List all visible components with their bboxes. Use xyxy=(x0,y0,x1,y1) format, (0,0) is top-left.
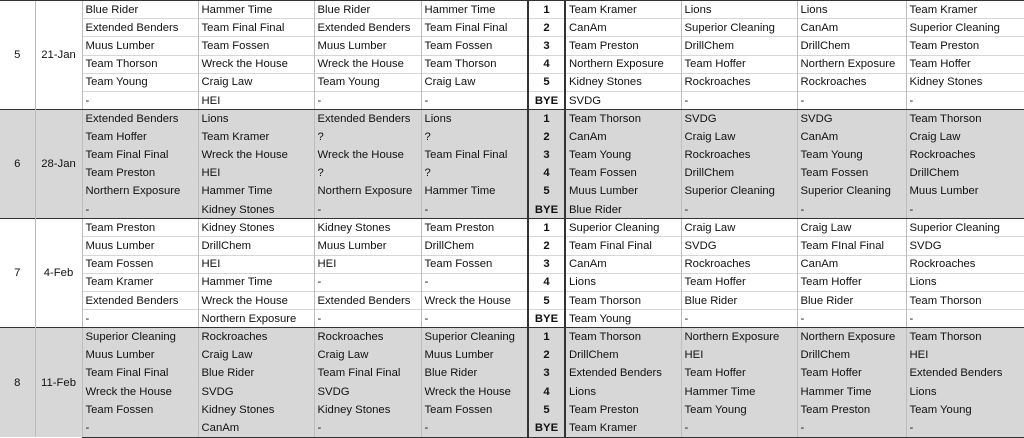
team-g-cell[interactable]: Team Hoffer xyxy=(797,364,906,382)
team-d-cell[interactable]: Muus Lumber xyxy=(421,346,528,364)
team-b-cell[interactable]: Lions xyxy=(198,110,314,128)
team-e-cell[interactable]: Team Preston xyxy=(565,401,681,419)
team-c-cell[interactable]: Northern Exposure xyxy=(314,182,421,200)
team-d-cell[interactable]: - xyxy=(421,419,528,437)
team-e-cell[interactable]: Team Thorson xyxy=(565,292,681,310)
schedule-row xyxy=(0,237,1024,255)
team-a-cell[interactable]: - xyxy=(82,419,198,437)
team-e-cell[interactable]: DrillChem xyxy=(565,346,681,364)
team-g-cell[interactable]: - xyxy=(797,201,906,219)
team-a-cell[interactable]: Muus Lumber xyxy=(82,346,198,364)
team-h-cell[interactable]: Team Thorson xyxy=(906,328,1024,346)
team-h-cell[interactable]: Team Thorson xyxy=(906,110,1024,128)
team-g-cell[interactable]: CanAm xyxy=(797,255,906,273)
team-f-cell[interactable]: - xyxy=(681,91,797,109)
team-h-cell[interactable]: DrillChem xyxy=(906,164,1024,182)
team-e-cell[interactable]: Team Kramer xyxy=(565,1,681,19)
week-number-cell[interactable]: 5 xyxy=(0,1,35,110)
team-g-cell[interactable]: Blue Rider xyxy=(797,292,906,310)
team-e-cell[interactable]: Team Young xyxy=(565,310,681,328)
schedule-row xyxy=(0,310,1024,328)
team-f-cell[interactable]: Blue Rider xyxy=(681,292,797,310)
team-a-cell[interactable]: Team Final Final xyxy=(82,146,198,164)
team-g-cell[interactable]: Lions xyxy=(797,1,906,19)
week-date-cell[interactable]: 21-Jan xyxy=(35,1,82,110)
team-f-cell[interactable]: Rockroaches xyxy=(681,146,797,164)
team-c-cell[interactable]: Rockroaches xyxy=(314,328,421,346)
schedule-row xyxy=(0,292,1024,310)
week-date-cell[interactable]: 28-Jan xyxy=(35,110,82,219)
team-b-cell[interactable]: Craig Law xyxy=(198,73,314,91)
team-f-cell[interactable]: Team Young xyxy=(681,401,797,419)
team-e-cell[interactable]: Team Preston xyxy=(565,37,681,55)
team-h-cell[interactable]: Team Hoffer xyxy=(906,55,1024,73)
team-f-cell[interactable]: Northern Exposure xyxy=(681,328,797,346)
team-d-cell[interactable]: Wreck the House xyxy=(421,292,528,310)
team-g-cell[interactable]: Superior Cleaning xyxy=(797,182,906,200)
team-b-cell[interactable]: Team Fossen xyxy=(198,37,314,55)
team-d-cell[interactable]: Team Fossen xyxy=(421,37,528,55)
team-b-cell[interactable]: SVDG xyxy=(198,382,314,400)
team-h-cell[interactable]: - xyxy=(906,310,1024,328)
team-b-cell[interactable]: Craig Law xyxy=(198,346,314,364)
team-g-cell[interactable]: - xyxy=(797,419,906,437)
team-c-cell[interactable]: Craig Law xyxy=(314,346,421,364)
team-b-cell[interactable]: HEI xyxy=(198,91,314,109)
team-a-cell[interactable]: Superior Cleaning xyxy=(82,328,198,346)
team-a-cell[interactable]: Wreck the House xyxy=(82,382,198,400)
team-h-cell[interactable]: HEI xyxy=(906,346,1024,364)
team-h-cell[interactable]: - xyxy=(906,201,1024,219)
team-e-cell[interactable]: CanAm xyxy=(565,255,681,273)
schedule-row xyxy=(0,382,1024,400)
slot-number-cell[interactable]: 5 xyxy=(528,73,565,91)
slot-number-cell[interactable]: 4 xyxy=(528,164,565,182)
team-c-cell[interactable]: Wreck the House xyxy=(314,55,421,73)
team-b-cell[interactable]: Kidney Stones xyxy=(198,201,314,219)
team-b-cell[interactable]: Wreck the House xyxy=(198,292,314,310)
team-h-cell[interactable]: Extended Benders xyxy=(906,364,1024,382)
team-h-cell[interactable]: Rockroaches xyxy=(906,146,1024,164)
team-e-cell[interactable]: Team Final Final xyxy=(565,237,681,255)
team-e-cell[interactable]: CanAm xyxy=(565,19,681,37)
team-f-cell[interactable]: Rockroaches xyxy=(681,73,797,91)
team-c-cell[interactable]: SVDG xyxy=(314,382,421,400)
team-a-cell[interactable]: - xyxy=(82,201,198,219)
team-c-cell[interactable]: ? xyxy=(314,128,421,146)
team-g-cell[interactable]: Northern Exposure xyxy=(797,55,906,73)
team-h-cell[interactable]: Team Thorson xyxy=(906,292,1024,310)
team-d-cell[interactable]: Team Preston xyxy=(421,219,528,237)
slot-number-cell[interactable]: BYE xyxy=(528,91,565,109)
team-c-cell[interactable]: Extended Benders xyxy=(314,110,421,128)
team-g-cell[interactable]: Northern Exposure xyxy=(797,328,906,346)
team-g-cell[interactable]: Team Fossen xyxy=(797,164,906,182)
team-b-cell[interactable]: Wreck the House xyxy=(198,146,314,164)
schedule-row xyxy=(0,201,1024,219)
schedule-row xyxy=(0,37,1024,55)
slot-number-cell[interactable]: BYE xyxy=(528,310,565,328)
team-f-cell[interactable]: Craig Law xyxy=(681,219,797,237)
team-b-cell[interactable]: Rockroaches xyxy=(198,328,314,346)
team-a-cell[interactable]: Team Fossen xyxy=(82,255,198,273)
team-a-cell[interactable]: Team Preston xyxy=(82,219,198,237)
slot-number-cell[interactable]: 3 xyxy=(528,364,565,382)
team-c-cell[interactable]: - xyxy=(314,419,421,437)
team-e-cell[interactable]: Team Thorson xyxy=(565,328,681,346)
team-f-cell[interactable]: Team Hoffer xyxy=(681,55,797,73)
team-g-cell[interactable]: Team Preston xyxy=(797,401,906,419)
slot-number-cell[interactable]: BYE xyxy=(528,201,565,219)
team-g-cell[interactable]: DrillChem xyxy=(797,346,906,364)
team-d-cell[interactable]: Hammer Time xyxy=(421,182,528,200)
team-a-cell[interactable]: Extended Benders xyxy=(82,292,198,310)
team-e-cell[interactable]: Lions xyxy=(565,382,681,400)
team-h-cell[interactable]: Superior Cleaning xyxy=(906,219,1024,237)
team-d-cell[interactable]: Superior Cleaning xyxy=(421,328,528,346)
schedule-row xyxy=(0,364,1024,382)
team-f-cell[interactable]: Rockroaches xyxy=(681,255,797,273)
team-e-cell[interactable]: Team Young xyxy=(565,146,681,164)
team-d-cell[interactable]: Team Fossen xyxy=(421,255,528,273)
team-d-cell[interactable]: Team Final Final xyxy=(421,19,528,37)
team-a-cell[interactable]: Blue Rider xyxy=(82,1,198,19)
team-b-cell[interactable]: CanAm xyxy=(198,419,314,437)
schedule-row xyxy=(0,73,1024,91)
team-h-cell[interactable]: Superior Cleaning xyxy=(906,19,1024,37)
team-d-cell[interactable]: - xyxy=(421,91,528,109)
team-e-cell[interactable]: Muus Lumber xyxy=(565,182,681,200)
team-b-cell[interactable]: Team Final Final xyxy=(198,19,314,37)
team-g-cell[interactable]: CanAm xyxy=(797,19,906,37)
team-e-cell[interactable]: Blue Rider xyxy=(565,201,681,219)
team-d-cell[interactable]: DrillChem xyxy=(421,237,528,255)
team-e-cell[interactable]: Team Fossen xyxy=(565,164,681,182)
team-h-cell[interactable]: - xyxy=(906,419,1024,437)
team-d-cell[interactable]: Wreck the House xyxy=(421,382,528,400)
slot-number-cell[interactable]: 3 xyxy=(528,255,565,273)
team-f-cell[interactable]: Superior Cleaning xyxy=(681,19,797,37)
slot-number-cell[interactable]: 1 xyxy=(528,110,565,128)
team-d-cell[interactable]: Blue Rider xyxy=(421,364,528,382)
team-g-cell[interactable]: Rockroaches xyxy=(797,73,906,91)
team-c-cell[interactable]: ? xyxy=(314,164,421,182)
team-d-cell[interactable]: Hammer Time xyxy=(421,1,528,19)
team-b-cell[interactable]: DrillChem xyxy=(198,237,314,255)
team-h-cell[interactable]: Muus Lumber xyxy=(906,182,1024,200)
team-f-cell[interactable]: DrillChem xyxy=(681,37,797,55)
team-g-cell[interactable]: CanAm xyxy=(797,128,906,146)
team-d-cell[interactable]: ? xyxy=(421,164,528,182)
team-f-cell[interactable]: DrillChem xyxy=(681,164,797,182)
team-e-cell[interactable]: CanAm xyxy=(565,128,681,146)
team-b-cell[interactable]: HEI xyxy=(198,164,314,182)
team-d-cell[interactable]: Lions xyxy=(421,110,528,128)
team-f-cell[interactable]: Lions xyxy=(681,1,797,19)
slot-number-cell[interactable]: 3 xyxy=(528,146,565,164)
team-e-cell[interactable]: SVDG xyxy=(565,91,681,109)
team-b-cell[interactable]: Hammer Time xyxy=(198,273,314,291)
team-a-cell[interactable]: Team Young xyxy=(82,73,198,91)
team-d-cell[interactable]: - xyxy=(421,310,528,328)
team-h-cell[interactable]: Lions xyxy=(906,273,1024,291)
week-date-cell[interactable]: 11-Feb xyxy=(35,328,82,437)
week-date-cell[interactable]: 4-Feb xyxy=(35,219,82,328)
schedule-row xyxy=(0,128,1024,146)
team-b-cell[interactable]: HEI xyxy=(198,255,314,273)
team-g-cell[interactable]: Hammer Time xyxy=(797,382,906,400)
team-b-cell[interactable]: Wreck the House xyxy=(198,55,314,73)
slot-number-cell[interactable]: 3 xyxy=(528,37,565,55)
team-c-cell[interactable]: Wreck the House xyxy=(314,146,421,164)
team-a-cell[interactable]: Extended Benders xyxy=(82,19,198,37)
team-c-cell[interactable]: Muus Lumber xyxy=(314,37,421,55)
team-a-cell[interactable]: Team Fossen xyxy=(82,401,198,419)
slot-number-cell[interactable]: 4 xyxy=(528,55,565,73)
schedule-row xyxy=(0,146,1024,164)
schedule-row xyxy=(0,255,1024,273)
schedule-row xyxy=(0,219,1024,237)
team-d-cell[interactable]: Team Final Final xyxy=(421,146,528,164)
team-e-cell[interactable]: Northern Exposure xyxy=(565,55,681,73)
team-c-cell[interactable]: Blue Rider xyxy=(314,1,421,19)
team-a-cell[interactable]: Northern Exposure xyxy=(82,182,198,200)
team-g-cell[interactable]: Team Hoffer xyxy=(797,273,906,291)
team-f-cell[interactable]: - xyxy=(681,310,797,328)
schedule-row xyxy=(0,328,1024,346)
schedule-row xyxy=(0,346,1024,364)
team-a-cell[interactable]: Team Hoffer xyxy=(82,128,198,146)
team-d-cell[interactable]: Craig Law xyxy=(421,73,528,91)
team-h-cell[interactable]: Team Young xyxy=(906,401,1024,419)
team-e-cell[interactable]: Extended Benders xyxy=(565,364,681,382)
team-c-cell[interactable]: - xyxy=(314,273,421,291)
team-a-cell[interactable]: Team Preston xyxy=(82,164,198,182)
schedule-row xyxy=(0,401,1024,419)
slot-number-cell[interactable]: BYE xyxy=(528,419,565,437)
team-e-cell[interactable]: Superior Cleaning xyxy=(565,219,681,237)
slot-number-cell[interactable]: 1 xyxy=(528,219,565,237)
team-h-cell[interactable]: Craig Law xyxy=(906,128,1024,146)
team-f-cell[interactable]: Craig Law xyxy=(681,128,797,146)
team-c-cell[interactable]: Kidney Stones xyxy=(314,219,421,237)
team-f-cell[interactable]: Team Hoffer xyxy=(681,364,797,382)
team-b-cell[interactable]: Hammer Time xyxy=(198,1,314,19)
schedule-row xyxy=(0,55,1024,73)
team-h-cell[interactable]: Kidney Stones xyxy=(906,73,1024,91)
schedule-body xyxy=(0,1,1024,438)
team-a-cell[interactable]: - xyxy=(82,310,198,328)
schedule-row xyxy=(0,19,1024,37)
team-f-cell[interactable]: Hammer Time xyxy=(681,382,797,400)
team-c-cell[interactable]: Extended Benders xyxy=(314,19,421,37)
team-b-cell[interactable]: Blue Rider xyxy=(198,364,314,382)
team-g-cell[interactable]: Craig Law xyxy=(797,219,906,237)
team-d-cell[interactable]: Team Fossen xyxy=(421,401,528,419)
slot-number-cell[interactable]: 4 xyxy=(528,273,565,291)
team-g-cell[interactable]: - xyxy=(797,91,906,109)
team-c-cell[interactable]: Kidney Stones xyxy=(314,401,421,419)
team-a-cell[interactable]: Team Final Final xyxy=(82,364,198,382)
team-g-cell[interactable]: SVDG xyxy=(797,110,906,128)
slot-number-cell[interactable]: 5 xyxy=(528,182,565,200)
team-b-cell[interactable]: Team Kramer xyxy=(198,128,314,146)
team-c-cell[interactable]: Team Young xyxy=(314,73,421,91)
team-e-cell[interactable]: Lions xyxy=(565,273,681,291)
team-f-cell[interactable]: - xyxy=(681,201,797,219)
team-b-cell[interactable]: Hammer Time xyxy=(198,182,314,200)
team-f-cell[interactable]: - xyxy=(681,419,797,437)
team-c-cell[interactable]: Extended Benders xyxy=(314,292,421,310)
team-d-cell[interactable]: - xyxy=(421,201,528,219)
schedule-row xyxy=(0,164,1024,182)
team-a-cell[interactable]: Muus Lumber xyxy=(82,37,198,55)
slot-number-cell[interactable]: 4 xyxy=(528,382,565,400)
team-f-cell[interactable]: Superior Cleaning xyxy=(681,182,797,200)
team-g-cell[interactable]: DrillChem xyxy=(797,37,906,55)
team-f-cell[interactable]: HEI xyxy=(681,346,797,364)
schedule-row xyxy=(0,1,1024,19)
team-h-cell[interactable]: Rockroaches xyxy=(906,255,1024,273)
week-number-cell[interactable]: 7 xyxy=(0,219,35,328)
team-b-cell[interactable]: Kidney Stones xyxy=(198,219,314,237)
team-c-cell[interactable]: - xyxy=(314,201,421,219)
team-g-cell[interactable]: - xyxy=(797,310,906,328)
team-e-cell[interactable]: Team Kramer xyxy=(565,419,681,437)
schedule-row xyxy=(0,110,1024,128)
team-h-cell[interactable]: Lions xyxy=(906,382,1024,400)
slot-number-cell[interactable]: 1 xyxy=(528,328,565,346)
team-a-cell[interactable]: Team Thorson xyxy=(82,55,198,73)
team-d-cell[interactable]: ? xyxy=(421,128,528,146)
team-g-cell[interactable]: Team FInal Final xyxy=(797,237,906,255)
schedule-row xyxy=(0,419,1024,437)
team-a-cell[interactable]: Extended Benders xyxy=(82,110,198,128)
team-f-cell[interactable]: SVDG xyxy=(681,237,797,255)
team-c-cell[interactable]: - xyxy=(314,91,421,109)
schedule-row xyxy=(0,182,1024,200)
team-c-cell[interactable]: Muus Lumber xyxy=(314,237,421,255)
team-c-cell[interactable]: HEI xyxy=(314,255,421,273)
team-e-cell[interactable]: Team Thorson xyxy=(565,110,681,128)
schedule-row xyxy=(0,91,1024,109)
team-d-cell[interactable]: - xyxy=(421,273,528,291)
team-g-cell[interactable]: Team Young xyxy=(797,146,906,164)
team-d-cell[interactable]: Team Thorson xyxy=(421,55,528,73)
team-h-cell[interactable]: Team Preston xyxy=(906,37,1024,55)
team-f-cell[interactable]: SVDG xyxy=(681,110,797,128)
slot-number-cell[interactable]: 1 xyxy=(528,1,565,19)
team-c-cell[interactable]: - xyxy=(314,310,421,328)
team-a-cell[interactable]: - xyxy=(82,91,198,109)
slot-number-cell[interactable]: 2 xyxy=(528,128,565,146)
team-b-cell[interactable]: Kidney Stones xyxy=(198,401,314,419)
slot-number-cell[interactable]: 2 xyxy=(528,237,565,255)
week-number-cell[interactable]: 8 xyxy=(0,328,35,437)
team-h-cell[interactable]: Team Kramer xyxy=(906,1,1024,19)
schedule-row xyxy=(0,273,1024,291)
team-c-cell[interactable]: Team Final Final xyxy=(314,364,421,382)
team-h-cell[interactable]: SVDG xyxy=(906,237,1024,255)
week-number-cell[interactable]: 6 xyxy=(0,110,35,219)
team-e-cell[interactable]: Kidney Stones xyxy=(565,73,681,91)
team-a-cell[interactable]: Muus Lumber xyxy=(82,237,198,255)
team-h-cell[interactable]: - xyxy=(906,91,1024,109)
slot-number-cell[interactable]: 5 xyxy=(528,292,565,310)
slot-number-cell[interactable]: 5 xyxy=(528,401,565,419)
slot-number-cell[interactable]: 2 xyxy=(528,346,565,364)
slot-number-cell[interactable]: 2 xyxy=(528,19,565,37)
team-f-cell[interactable]: Team Hoffer xyxy=(681,273,797,291)
team-a-cell[interactable]: Team Kramer xyxy=(82,273,198,291)
team-b-cell[interactable]: Northern Exposure xyxy=(198,310,314,328)
